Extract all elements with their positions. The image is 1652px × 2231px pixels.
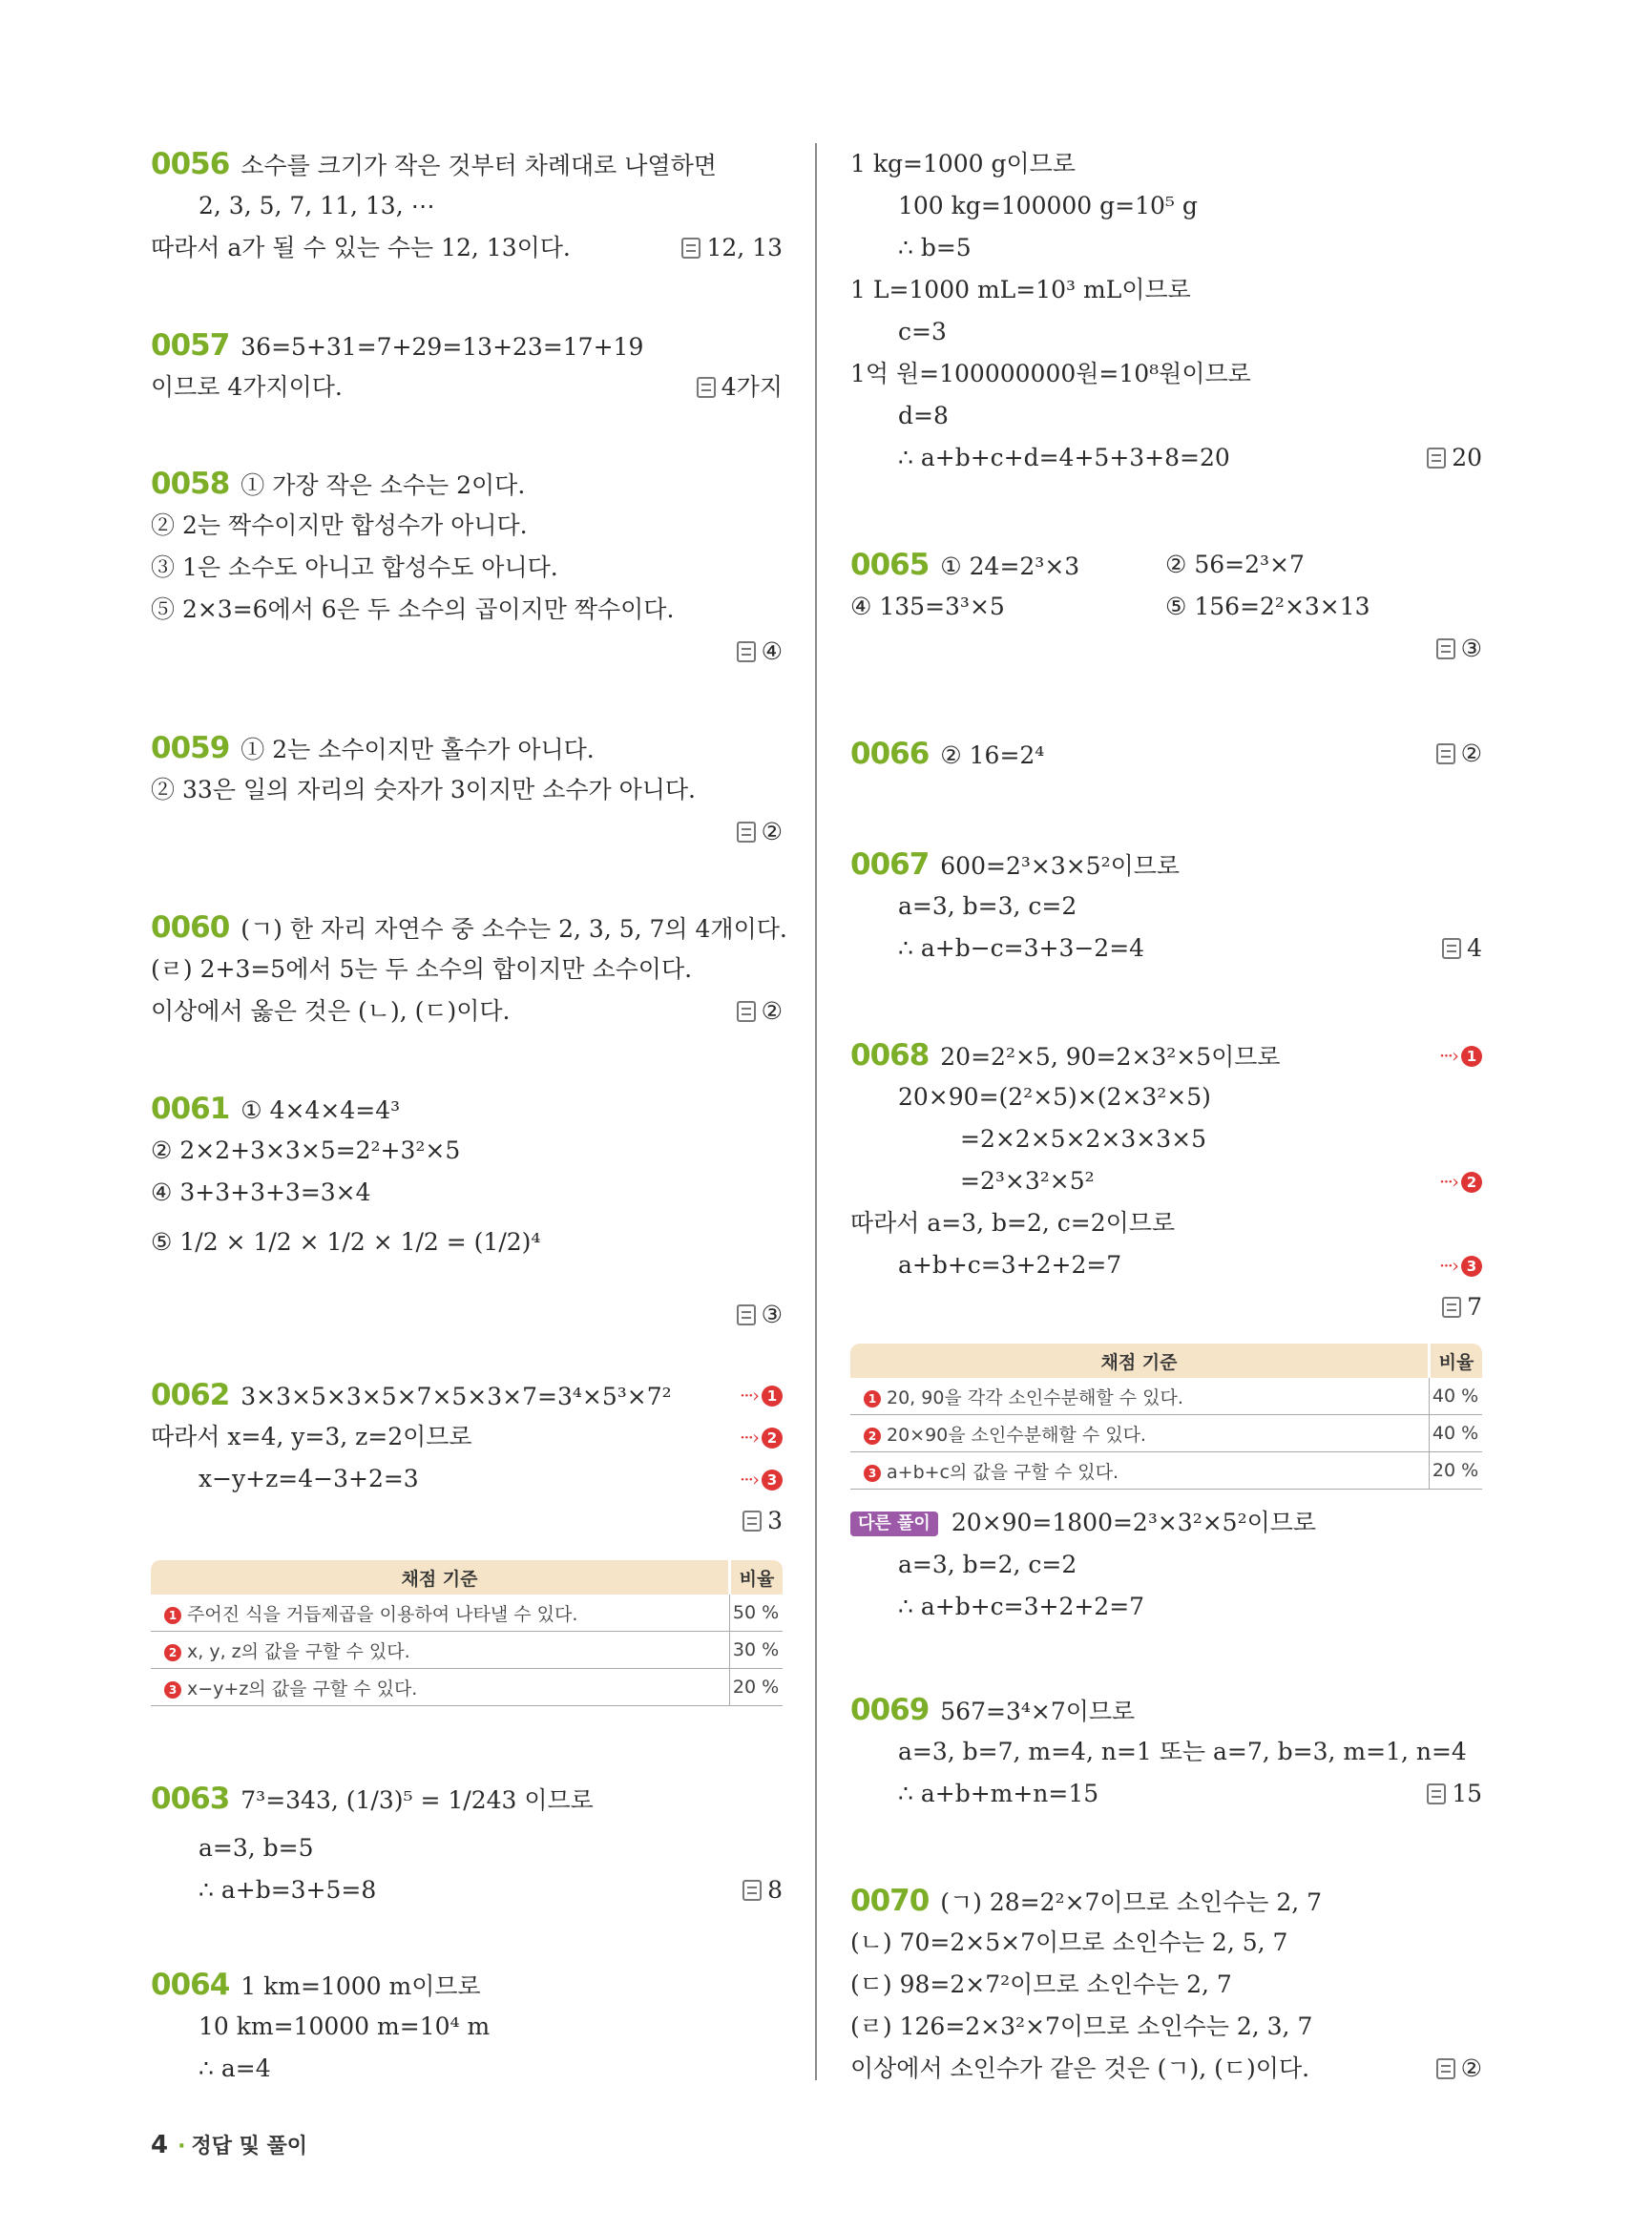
problem-number: 0068	[850, 1038, 930, 1073]
solution-text: ① 2는 소수이지만 홀수가 아니다.	[240, 736, 595, 763]
rubric-header-criteria: 채점 기준	[850, 1344, 1430, 1378]
solution-text: 이상에서 소인수가 같은 것은 (ㄱ), (ㄷ)이다.	[850, 2054, 1310, 2082]
step-marker-2: ···› 2	[740, 1416, 783, 1458]
solution-text: a=3, b=7, m=4, n=1 또는 a=7, b=3, m=1, n=4	[898, 1738, 1467, 1765]
problem-0057	[151, 324, 783, 408]
solution-text: (ㄱ) 한 자리 자연수 중 소수는 2, 3, 5, 7의 4개이다.	[240, 915, 787, 943]
solution-text: ③ 1은 소수도 아니고 합성수도 아니다.	[151, 553, 558, 581]
final-answer: ③	[737, 1294, 783, 1336]
answer-icon	[1436, 743, 1455, 764]
answer-icon	[1442, 938, 1461, 959]
final-answer: 4가지	[697, 366, 783, 408]
answer-icon	[1436, 2058, 1455, 2079]
problem-number: 0063	[151, 1782, 230, 1816]
solution-text: 2, 3, 5, 7, 11, 13, ⋯	[199, 192, 435, 219]
solution-text: 1 L=1000 mL=10³ mL이므로	[850, 276, 1191, 303]
answer-icon	[737, 641, 756, 662]
final-answer: 12, 13	[681, 227, 783, 269]
column-divider	[815, 143, 817, 2080]
answer-icon	[742, 1511, 762, 1532]
answer-icon	[737, 1001, 756, 1022]
scoring-rubric-0068	[850, 1344, 1482, 1490]
solution-text: 따라서 a가 될 수 있는 수는 12, 13이다.	[151, 234, 571, 261]
problem-0065	[850, 544, 1482, 670]
solution-text: ② 56=2³×7	[1165, 551, 1305, 578]
rubric-row: 1 주어진 식을 거듭제곱을 이용하여 나타낼 수 있다. 50 %	[151, 1595, 783, 1632]
rubric-header-criteria: 채점 기준	[151, 1560, 730, 1595]
rubric-row: 1 20, 90을 각각 소인수분해할 수 있다. 40 %	[850, 1378, 1482, 1415]
step-marker-2: ···› 2	[1439, 1160, 1482, 1202]
solution-text: a=3, b=2, c=2	[898, 1551, 1077, 1578]
solution-text: (ㄷ) 98=2×7²이므로 소인수는 2, 7	[850, 1970, 1232, 1998]
problem-number: 0056	[151, 147, 230, 181]
step-marker-3: ···› 3	[1439, 1244, 1482, 1286]
solution-text: ④ 135=3³×5	[850, 593, 1005, 620]
step-marker-1: ···› 1	[740, 1374, 783, 1416]
solution-text: 1억 원=100000000원=10⁸원이므로	[850, 360, 1251, 387]
solution-text: 1 km=1000 m이므로	[240, 1972, 481, 2000]
problem-number: 0066	[850, 737, 930, 771]
solution-text: 20=2²×5, 90=2×3²×5이므로	[940, 1043, 1281, 1071]
final-answer: 8	[742, 1869, 783, 1911]
solution-text: ⑤ 2×3=6에서 6은 두 소수의 곱이지만 짝수이다.	[151, 595, 675, 623]
final-answer: ④	[737, 631, 783, 673]
final-answer: 7	[1442, 1286, 1482, 1328]
problem-number: 0062	[151, 1378, 230, 1412]
answer-icon	[681, 238, 701, 259]
problem-number: 0064	[151, 1968, 230, 2002]
final-answer: 20	[1427, 437, 1482, 479]
solution-text: (ㄱ) 28=2²×7이므로 소인수는 2, 7	[940, 1888, 1323, 1916]
solution-text: 1 kg=1000 g이므로	[850, 150, 1076, 177]
solution-text: ② 16=2⁴	[940, 741, 1045, 769]
final-answer: 3	[742, 1500, 783, 1542]
final-answer: ②	[1436, 733, 1482, 775]
answer-icon	[737, 822, 756, 843]
solution-text: ∴ a+b+c=3+2+2=7	[898, 1593, 1145, 1620]
solution-text: ② 2는 짝수이지만 합성수가 아니다.	[151, 511, 528, 539]
answer-icon	[1436, 638, 1455, 659]
footer-separator: ·	[178, 2135, 186, 2158]
page-number: 4	[151, 2131, 169, 2159]
page-footer	[151, 2130, 307, 2159]
problem-0062	[151, 1374, 783, 1542]
answer-icon	[1427, 448, 1446, 469]
problem-0059	[151, 727, 783, 853]
rubric-row: 2 20×90을 소인수분해할 수 있다. 40 %	[850, 1415, 1482, 1452]
solution-text: ∴ b=5	[898, 234, 972, 261]
problem-number: 0069	[850, 1693, 930, 1727]
solution-text: ∴ a+b=3+5=8	[199, 1876, 377, 1904]
solution-text: a=3, b=3, c=2	[898, 892, 1077, 920]
rubric-header-ratio: 비율	[1430, 1344, 1483, 1378]
alt-solution-label: 다른 풀이	[850, 1512, 938, 1536]
solution-text: (ㄴ) 70=2×5×7이므로 소인수는 2, 5, 7	[850, 1929, 1288, 1956]
problem-number: 0059	[151, 731, 230, 765]
final-answer: 15	[1427, 1773, 1482, 1815]
problem-number: 0065	[850, 548, 930, 582]
answer-icon	[737, 1304, 756, 1325]
problem-number: 0070	[850, 1884, 930, 1918]
final-answer: ②	[737, 990, 783, 1032]
problem-0070	[850, 1880, 1482, 2090]
solution-text: ① 가장 작은 소수는 2이다.	[240, 471, 526, 499]
solution-text: 따라서 a=3, b=2, c=2이므로	[850, 1209, 1176, 1237]
solution-text: ∴ a+b+m+n=15	[898, 1780, 1099, 1807]
solution-text: 따라서 x=4, y=3, z=2이므로	[151, 1423, 472, 1450]
solution-text: (ㄹ) 2+3=5에서 5는 두 소수의 합이지만 소수이다.	[151, 955, 693, 983]
scoring-rubric-0062	[151, 1560, 783, 1706]
rubric-row: 3 a+b+c의 값을 구할 수 있다. 20 %	[850, 1452, 1482, 1490]
answer-icon	[742, 1880, 762, 1901]
problem-0068	[850, 1034, 1482, 1328]
solution-text: ∴ a+b−c=3+3−2=4	[898, 934, 1145, 962]
solution-text: ① 4×4×4=4³	[240, 1096, 401, 1124]
problem-0063	[151, 1770, 783, 1911]
problem-0060	[151, 907, 787, 1032]
section-title: 정답 및 풀이	[191, 2135, 308, 2158]
solution-text: ∴ a=4	[199, 2054, 271, 2082]
solution-text: ② 33은 일의 자리의 숫자가 3이지만 소수가 아니다.	[151, 776, 696, 803]
problem-number: 0061	[151, 1092, 230, 1126]
problem-0067	[850, 844, 1482, 970]
alternative-solution-0068	[850, 1502, 1482, 1628]
solution-text: 이므로 4가지이다.	[151, 373, 343, 401]
solution-text: 600=2³×3×5²이므로	[940, 852, 1181, 880]
solution-text: =2×2×5×2×3×3×5	[960, 1125, 1206, 1153]
rubric-header-ratio: 비율	[730, 1560, 784, 1595]
solution-text: a=3, b=5	[199, 1834, 314, 1862]
solution-text: 소수를 크기가 작은 것부터 차례대로 나열하면	[240, 152, 717, 179]
problem-number: 0057	[151, 328, 230, 363]
final-answer: ②	[1436, 2048, 1482, 2090]
solution-text: ④ 3+3+3+3=3×4	[151, 1178, 371, 1206]
problem-number: 0060	[151, 910, 230, 945]
answer-icon	[1427, 1783, 1446, 1804]
problem-0069	[850, 1689, 1482, 1815]
solution-text: x−y+z=4−3+2=3	[199, 1465, 419, 1492]
problem-0056	[151, 143, 783, 269]
solution-text: 10 km=10000 m=10⁴ m	[199, 2012, 491, 2040]
step-marker-3: ···› 3	[740, 1458, 783, 1500]
solution-text: 20×90=(2²×5)×(2×3²×5)	[898, 1083, 1211, 1111]
solution-text: (ㄹ) 126=2×3²×7이므로 소인수는 2, 3, 7	[850, 2012, 1313, 2040]
final-answer: ③	[1436, 628, 1482, 670]
problem-0058	[151, 463, 783, 673]
problem-number: 0067	[850, 847, 930, 882]
solution-text: 36=5+31=7+29=13+23=17+19	[240, 333, 644, 361]
answer-icon	[697, 377, 716, 398]
solution-text: ∴ a+b+c+d=4+5+3+8=20	[898, 444, 1230, 471]
solution-text: =2³×3²×5²	[960, 1167, 1095, 1195]
final-answer: ②	[737, 811, 783, 853]
solution-text: 100 kg=100000 g=10⁵ g	[898, 192, 1198, 219]
solution-text: ⑤ 156=2²×3×13	[1165, 593, 1370, 620]
solution-text: 이상에서 옳은 것은 (ㄴ), (ㄷ)이다.	[151, 997, 511, 1025]
solution-text: 20×90=1800=2³×3²×5²이므로	[951, 1509, 1317, 1536]
solution-text: 3×3×5×3×5×7×5×3×7=3⁴×5³×7²	[240, 1383, 672, 1410]
problem-number: 0058	[151, 467, 230, 501]
problem-0064-continued	[850, 143, 1482, 479]
rubric-row: 3 x−y+z의 값을 구할 수 있다. 20 %	[151, 1669, 783, 1706]
problem-0061	[151, 1088, 783, 1336]
rubric-row: 2 x, y, z의 값을 구할 수 있다. 30 %	[151, 1632, 783, 1669]
problem-0066	[850, 733, 1482, 775]
problem-0064	[151, 1964, 783, 2090]
solution-text: a+b+c=3+2+2=7	[898, 1251, 1122, 1279]
solution-text: ② 2×2+3×3×5=2²+3²×5	[151, 1136, 461, 1164]
solution-text: 7³=343, (1/3)⁵ = 1/243 이므로	[240, 1786, 594, 1814]
solution-text: d=8	[898, 402, 949, 429]
step-marker-1: ···› 1	[1439, 1034, 1482, 1076]
answer-icon	[1442, 1297, 1461, 1318]
solution-text: 567=3⁴×7이므로	[940, 1698, 1136, 1725]
solution-text: c=3	[898, 318, 947, 345]
solution-text: ① 24=2³×3	[940, 553, 1080, 580]
solution-text: ⑤ 1/2 × 1/2 × 1/2 × 1/2 = (1/2)⁴	[151, 1228, 541, 1256]
final-answer: 4	[1442, 928, 1482, 970]
